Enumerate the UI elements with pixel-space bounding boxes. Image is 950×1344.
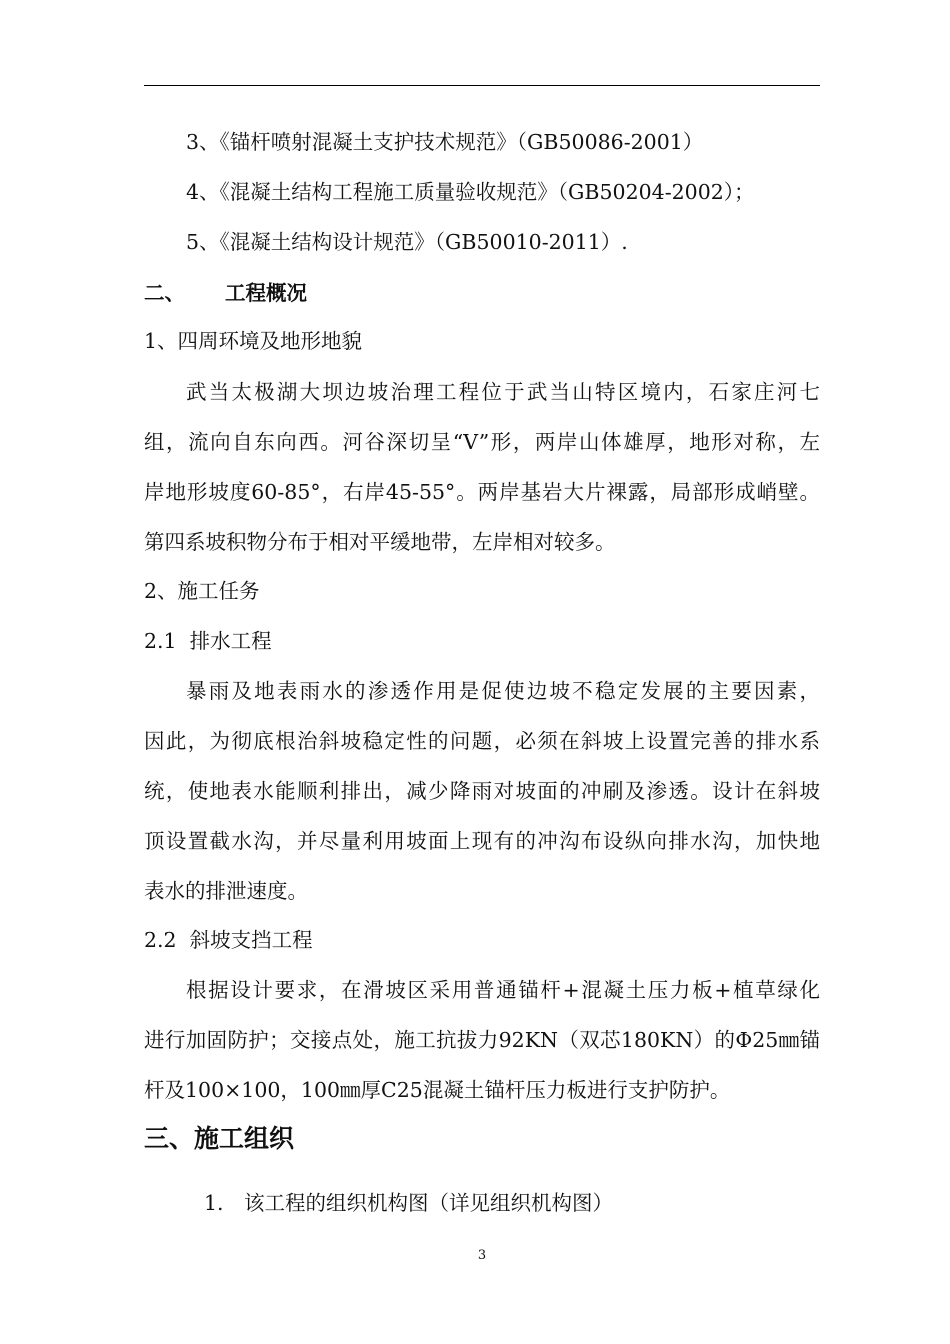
subsection-2-heading: 2、施工任务 [144, 579, 260, 603]
paragraph-line: 组，流向自东向西。河谷深切呈“V”形，两岸山体雄厚，地形对称，左 [144, 430, 820, 454]
paragraph-line: 暴雨及地表雨水的渗透作用是促使边坡不稳定发展的主要因素， [186, 679, 820, 703]
paragraph-line: 表水的排泄速度。 [144, 879, 308, 903]
paragraph-line: 统，使地表水能顺利排出，减少降雨对坡面的冲刷及渗透。设计在斜坡 [144, 779, 820, 803]
paragraph-line: 进行加固防护；交接点处，施工抗拔力92KN（双芯180KN）的Φ25㎜锚 [144, 1028, 820, 1052]
paragraph-line: 根据设计要求，在滑坡区采用普通锚杆+混凝土压力板+植草绿化 [186, 978, 820, 1002]
subsection-2-2-heading: 2.2 斜坡支挡工程 [144, 928, 313, 952]
paragraph-line: 顶设置截水沟，并尽量利用坡面上现有的冲沟布设纵向排水沟，加快地 [144, 829, 820, 853]
page-number: 3 [477, 1248, 487, 1263]
section-2-number: 二、 [144, 281, 185, 305]
section-3-heading: 三、施工组织 [144, 1124, 295, 1153]
paragraph-line: 第四系坡积物分布于相对平缓地带，左岸相对较多。 [144, 530, 616, 554]
list-item-number: 1. [204, 1191, 224, 1215]
paragraph-line: 岸地形坡度60-85°，右岸45-55°。两岸基岩大片裸露，局部形成峭壁。 [144, 480, 820, 504]
section-2-heading [144, 279, 307, 307]
reference-5: 5、《混凝土结构设计规范》（GB50010-2011）. [186, 230, 628, 254]
reference-3: 3、《锚杆喷射混凝土支护技术规范》（GB50086-2001） [186, 130, 704, 154]
subsection-2-1-heading: 2.1 排水工程 [144, 629, 272, 653]
list-item-text: 该工程的组织机构图（详见组织机构图） [244, 1191, 613, 1215]
reference-4: 4、《混凝土结构工程施工质量验收规范》（GB50204-2002）； [186, 180, 755, 204]
paragraph-line: 武当太极湖大坝边坡治理工程位于武当山特区境内，石家庄河七 [186, 380, 820, 404]
paragraph-line: 杆及100×100，100㎜厚C25混凝土锚杆压力板进行支护防护。 [144, 1078, 731, 1102]
subsection-1-heading: 1、四周环境及地形地貌 [144, 329, 363, 353]
header-rule [144, 85, 820, 86]
section-2-title: 工程概况 [225, 281, 307, 305]
paragraph-line: 因此，为彻底根治斜坡稳定性的问题，必须在斜坡上设置完善的排水系 [144, 729, 820, 753]
